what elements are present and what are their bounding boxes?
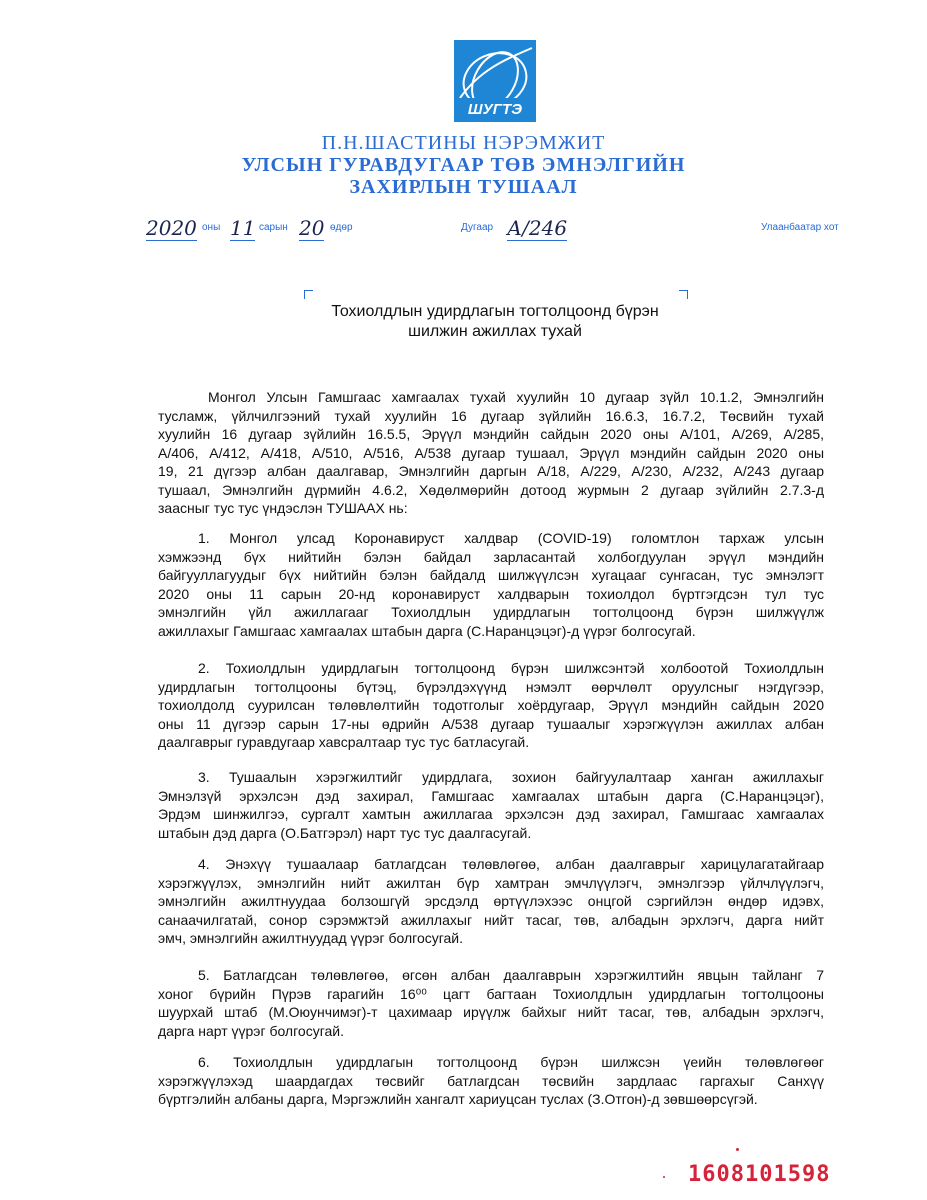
paragraph-line: байгууллагуудыг бүх нийтийн бэлэн байдалд шилжүүлсэн хугацааг сунгасан, тус эмнэлэгт xyxy=(158,567,824,583)
document-type-title: ЗАХИРЛЫН ТУШААЛ xyxy=(349,176,578,198)
title-bracket-right xyxy=(679,290,688,299)
clause-2 xyxy=(158,659,824,752)
paragraph-line: хэрэгжүүлэх, эмнэлгийн нийт ажилтан бүр хамтран эмчлүүлэгч, эмнэлгээр үйлчлүүлэгч, xyxy=(158,874,824,891)
paragraph-line: даалгаврыг гуравдугаар хавсралтаар тус тус батласугай. xyxy=(158,734,530,750)
paragraph-line: 4. Энэхүү тушаалаар батлагдсан төлөвлөгөө, албан даалгаврыг харицулагатайгаар xyxy=(198,856,824,872)
paragraph-line: тохиолдолд суурилсан төлөвлөлтийн тодотголыг хоёрдугаар, Эрүүл мэндийн сайдын 2020 xyxy=(158,697,824,713)
paragraph-line: бүртгэлийн албаны дарга, Мэргэжлийн хангалт хариуцсан туслах (З.Отгон)-д зөвшөөрсүгэй. xyxy=(158,1091,758,1107)
paragraph-line: Монгол Улсын Гамшгаас хамгаалах тухай хуулийн 10 дугаар зүйл 10.1.2, Эмнэлгийн xyxy=(208,389,824,405)
paragraph-line: хуулийн 16 дугаар зүйлийн 16.5.5, Эрүүл мэндийн сайдын 2020 оны А/101, А/269, А/285, xyxy=(158,426,824,442)
paragraph-line: дарга нарт үүрэг болгосугай. xyxy=(158,1022,344,1039)
institution-name-line2: УЛСЫН ГУРАВДУГААР ТӨВ ЭМНЭЛГИЙН xyxy=(241,154,686,176)
clause-5 xyxy=(158,966,824,1040)
paragraph-line: эмнэлгийн ажилтнуудаа болзошгүй эрсдэлд өртүүлэхээс онцгой сэргийлэн өндөр идэвх, xyxy=(158,893,824,909)
title-bracket-left xyxy=(304,290,313,299)
paragraph-line: эмнэлгийн үйл ажиллагааг Тохиолдлын удирдлагын тогтолцоонд бүрэн шилжүүлж xyxy=(158,604,824,620)
paragraph-line: заасныг тус тус үндэслэн ТУШААХ нь: xyxy=(158,500,408,516)
paragraph-line: тусламж, үйлчилгээний тухай хуулийн 16 дугаар зүйлийн 16.6.3, 16.7.2, Төсвийн тухай xyxy=(158,407,824,424)
clause-1 xyxy=(158,529,824,640)
order-title-line1: Тохиолдлын удирдлагын тогтолцоонд бүрэн xyxy=(331,303,659,320)
logo-text: ШУГТЭ xyxy=(467,101,523,118)
order-title-line2: шилжин ажиллах тухай xyxy=(408,323,582,340)
order-number-label: Дугаар xyxy=(461,222,494,233)
paragraph-line: тушаал, Эмнэлгийн дүрмийн 4.6.2, Хөдөлмөрийн дотоод журмын 2 дугаар зүйлийн 2.7.3-д xyxy=(158,481,824,498)
date-day: 20 xyxy=(299,216,325,240)
ink-dot xyxy=(663,1176,665,1178)
clause-4 xyxy=(158,855,824,948)
clause-6 xyxy=(158,1053,824,1109)
paragraph-line: штабын дэд дарга (О.Батгэрэл) нарт тус тус даалгасугай. xyxy=(158,824,532,841)
order-title xyxy=(290,302,700,342)
paragraph-line: хэмжээнд бүх нийтийн бэлэн байдал зарласантай холбогдуулан эрүүл мэндийн xyxy=(158,548,824,565)
year-label: оны xyxy=(202,222,221,233)
logo-emblem-icon xyxy=(454,40,536,122)
paragraph-line: Эрдэм шинжилгээ, сургалт хамтын ажиллагаа эрхэлсэн дэд захирал, Гамшгаас хамгаалах xyxy=(158,806,824,822)
paragraph-line: шуурхай штаб (М.Оюунчимэг)-т цахимаар ирүүлж байхыг нийт тасаг, төв, албадын эрхлэгч, xyxy=(158,1004,824,1020)
month-label: сарын xyxy=(259,222,288,233)
paragraph-line: 3. Тушаалын хэрэгжилтийг удирдлага, зохион байгуулалтаар ханган ажиллахыг xyxy=(198,769,824,785)
date-year: 2020 xyxy=(146,216,197,240)
intro-paragraph xyxy=(158,388,824,518)
paragraph-line: санаачилгатай, сонор сэрэмжтэй ажиллахыг нийт тасаг, төв, албадын эрхлэгч, дарга нийт xyxy=(158,911,824,928)
paragraph-line: 19, 21 дүгээр албан даалгавар, Эмнэлгийн даргын А/18, А/229, А/230, А/232, А/243 дугаар xyxy=(158,463,824,479)
paragraph-line: оны 11 дүгээр сарын 17-ны өдрийн А/538 дугаар тушаалыг хэрэгжүүлэн ажиллах албан xyxy=(158,715,824,732)
day-label: өдөр xyxy=(330,222,353,233)
paragraph-line: Эмнэлзүй эрхэлсэн дэд захирал, Гамшгаас хамгаалах штабын дарга (С.Наранцэцэг), xyxy=(158,787,824,804)
paragraph-line: хэрэгжүүлэхэд шаардагдах төсвийг батлагдсан төсвийн зардлаас гаргахыг Санхүү xyxy=(158,1072,824,1089)
clause-3 xyxy=(158,768,824,842)
serial-number: 1608101598 xyxy=(688,1162,831,1187)
date-month: 11 xyxy=(230,216,256,240)
ink-dot xyxy=(736,1148,739,1151)
paragraph-line: А/406, А/412, А/418, А/510, А/516, А/538 дугаар тушаал, Эрүүл мэндийн сайдын 2020 оны xyxy=(158,444,824,461)
paragraph-line: 6. Тохиолдлын удирдлагын тогтолцоонд бүрэн шилжсэн үеийн төлөвлөгөөг xyxy=(198,1054,824,1070)
institution-name-line1: П.Н.ШАСТИНЫ НЭРЭМЖИТ xyxy=(321,132,606,154)
paragraph-line: ажиллахыг Гамшгаас хамгаалах штабын дарга (С.Наранцэцэг)-д үүрэг болгосугай. xyxy=(158,622,696,639)
order-number: А/246 xyxy=(507,216,568,240)
paragraph-line: 2. Тохиолдлын удирдлагын тогтолцоонд бүрэн шилжсэнтэй холбоотой Тохиолдлын xyxy=(198,660,824,676)
city-label: Улаанбаатар хот xyxy=(761,222,839,233)
paragraph-line: 2020 оны 11 сарын 20-нд коронавируст халдварын тохиолдол бүртгэгдсэн тул тус xyxy=(158,585,824,602)
institution-logo xyxy=(454,40,536,122)
paragraph-line: 5. Батлагдсан төлөвлөгөө, өгсөн албан даалгаврын хэрэгжилтийн явцын тайланг 7 xyxy=(198,967,824,983)
paragraph-line: хоног бүрийн Пүрэв гарагийн 16⁰⁰ цагт багтаан Тохиолдлын удирдлагын тогтолцооны xyxy=(158,985,824,1002)
paragraph-line: 1. Монгол улсад Коронавируст халдвар (COVID-19) голомтлон тархаж улсын xyxy=(198,530,824,546)
paragraph-line: удирдлагын тогтолцооны бүтэц, бүрэлдэхүүнд нэмэлт өөрчлөлт оруулсныг нэгдүгээр, xyxy=(158,678,824,695)
paragraph-line: эмч, эмнэлгийн ажилтнуудад үүрэг болгосугай. xyxy=(158,930,464,946)
